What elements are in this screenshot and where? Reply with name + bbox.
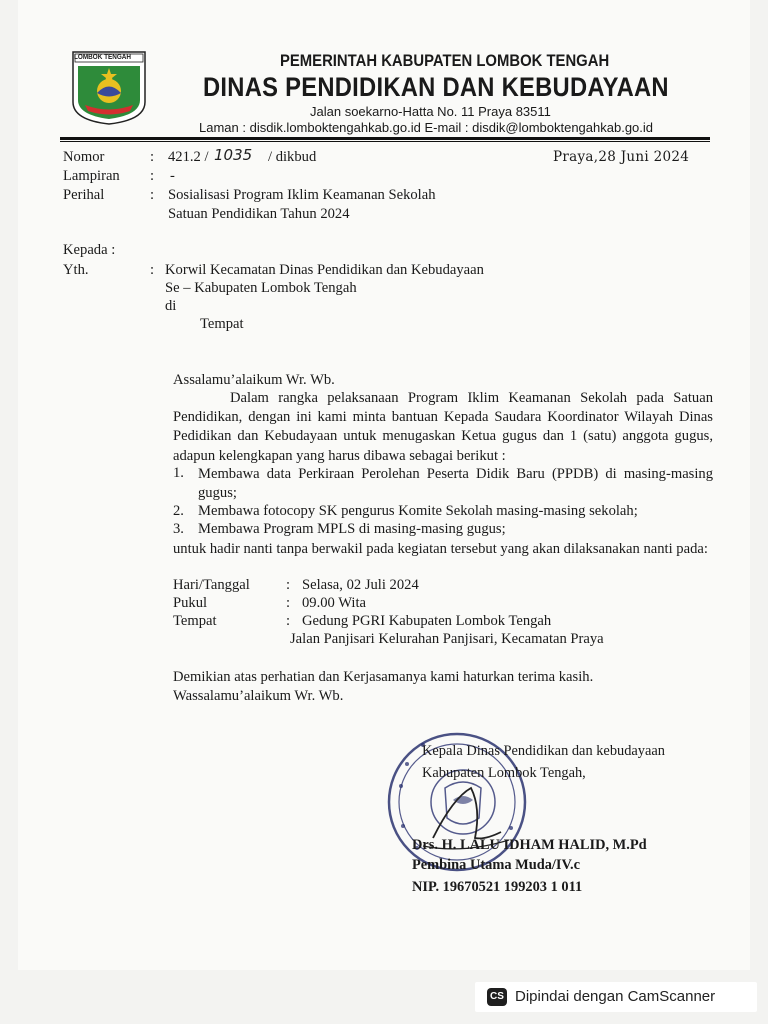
recipient-di: di — [165, 298, 177, 314]
nomor-label: Nomor — [63, 149, 105, 165]
farewell-text: Wassalamu’alaikum Wr. Wb. — [173, 688, 344, 704]
signature-block — [412, 740, 665, 898]
regency-logo — [70, 50, 148, 126]
schedule-day-value: Selasa, 02 Juli 2024 — [302, 577, 419, 593]
schedule-place-colon: : — [286, 613, 291, 629]
nomor-value: 421.2 / — [168, 149, 209, 165]
perihal-label: Perihal — [63, 187, 105, 203]
item-3-number: 3. — [173, 521, 184, 537]
agency-address: Jalan soekarno-Hatta No. 11 Praya 83511 — [310, 104, 551, 119]
signer-rank: Pembina Utama Muda/IV.c — [412, 857, 581, 873]
perihal-line-2: Satuan Pendidikan Tahun 2024 — [168, 206, 350, 222]
schedule-place-label: Tempat — [173, 613, 217, 629]
lampiran-value: - — [170, 168, 175, 184]
closing-text: Demikian atas perhatian dan Kerjasamanya kami haturkan terima kasih. — [173, 669, 594, 685]
schedule-time-colon: : — [286, 595, 291, 611]
signer-title-2: Kabupaten Lombok Tengah, — [422, 765, 586, 781]
lampiran-colon: : — [150, 168, 155, 184]
signer-title-1: Kepala Dinas Pendidikan dan kebudayaan — [422, 743, 665, 759]
schedule-time-label: Pukul — [173, 595, 208, 611]
signer-name: Drs. H. LALU IDHAM HALID, M.Pd — [412, 837, 647, 853]
greeting: Assalamu’alaikum Wr. Wb. — [173, 372, 335, 388]
nomor-handwritten: 1035 — [214, 146, 253, 164]
nomor-colon: : — [150, 149, 155, 165]
recipient-tempat: Tempat — [200, 316, 244, 332]
lampiran-label: Lampiran — [63, 168, 120, 184]
schedule-place-value: Gedung PGRI Kabupaten Lombok Tengah — [302, 613, 552, 629]
government-name: PEMERINTAH KABUPATEN LOMBOK TENGAH — [280, 52, 610, 70]
item-3-text: Membawa Program MPLS di masing-masing gugus; — [198, 521, 506, 537]
logo-text: LOMBOK TENGAH — [74, 52, 132, 61]
item-2-number: 2. — [173, 503, 184, 519]
schedule-day-label: Hari/Tanggal — [173, 577, 250, 593]
yth-colon: : — [150, 262, 155, 278]
perihal-line-1: Sosialisasi Program Iklim Keamanan Sekolah — [168, 187, 436, 203]
letterhead-rule-thick — [60, 137, 710, 140]
yth-label: Yth. — [63, 262, 89, 278]
schedule-time-value: 09.00 Wita — [302, 595, 366, 611]
agency-name: DINAS PENDIDIKAN DAN KEBUDAYAAN — [203, 72, 669, 102]
recipient-line-2: Se – Kabupaten Lombok Tengah — [165, 280, 357, 296]
place-date: Praya,28 Juni 2024 — [553, 149, 690, 165]
invitation-text: untuk hadir nanti tanpa berwakil pada kegiatan tersebut yang akan dilaksanakan nanti pada: — [173, 541, 708, 557]
nomor-suffix: / dikbud — [268, 149, 317, 165]
agency-contact: Laman : disdik.lomboktengahkab.go.id E-mail : disdik@lomboktengahkab.go.id — [199, 120, 654, 135]
watermark-text: Dipindai dengan CamScanner — [515, 988, 716, 1005]
scanner-watermark — [475, 982, 757, 1012]
item-1-number: 1. — [173, 465, 184, 481]
letterhead-rule-thin — [60, 141, 710, 142]
kepada-label: Kepada : — [63, 242, 116, 258]
body-paragraph: Dalam rangka pelaksanaan Program Iklim Keamanan Sekolah pada Satuan Pendidikan, dengan ini kami minta bantuan Kepada Saudara Koordinator Wilayah Dinas Pedidikan dan Kebudayaan untuk menugaskan Ketua gugus dan 1 (satu) anggota gugus, adapun kelengkapan yang harus dibawa sebagai berikut : — [173, 390, 713, 464]
signer-nip: NIP. 19670521 199203 1 011 — [412, 879, 583, 895]
camscanner-icon: CS — [487, 988, 507, 1006]
venue-address: Jalan Panjisari Kelurahan Panjisari, Kecamatan Praya — [290, 631, 604, 647]
schedule-day-colon: : — [286, 577, 291, 593]
item-1-text: Membawa data Perkiraan Perolehan Peserta Didik Baru (PPDB) di masing-masing gugus; — [198, 466, 713, 502]
perihal-colon: : — [150, 187, 155, 203]
recipient-line-1: Korwil Kecamatan Dinas Pendidikan dan Kebudayaan — [165, 262, 484, 278]
item-2-text: Membawa fotocopy SK pengurus Komite Sekolah masing-masing sekolah; — [198, 503, 638, 519]
